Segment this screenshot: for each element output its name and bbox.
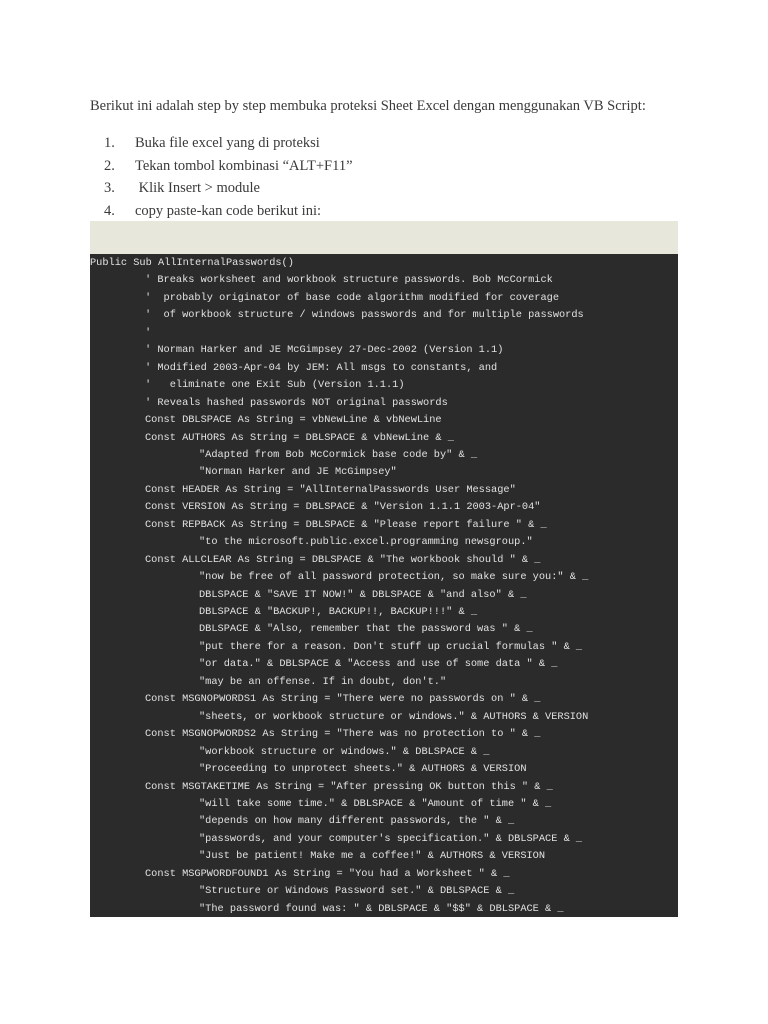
code-line: Const HEADER As String = "AllInternalPasswords User Message" — [145, 483, 516, 496]
code-line: "Proceeding to unprotect sheets." & AUTHORS & VERSION — [199, 763, 527, 776]
code-line: Const AUTHORS As String = DBLSPACE & vbNewLine & _ — [145, 431, 454, 444]
code-line: "workbook structure or windows." & DBLSPACE & _ — [199, 745, 490, 758]
code-line: DBLSPACE & "SAVE IT NOW!" & DBLSPACE & "and also" & _ — [199, 588, 527, 601]
code-line: "Just be patient! Make me a coffee!" & AUTHORS & VERSION — [199, 850, 546, 863]
code-line: "to the microsoft.public.excel.programming newsgroup." — [199, 536, 533, 549]
code-line: DBLSPACE & "BACKUP!, BACKUP!!, BACKUP!!!" & _ — [199, 606, 478, 618]
code-line: "may be an offense. If in doubt, don't." — [199, 675, 447, 688]
code-line: "The password found was: " & DBLSPACE & "$$" & DBLSPACE & _ — [199, 902, 564, 915]
step-item — [90, 132, 353, 155]
code-line: DBLSPACE & "Also, remember that the password was " & _ — [199, 623, 533, 636]
code-line: "depends on how many different passwords, the " & _ — [199, 815, 515, 828]
code-line: "will take some time." & DBLSPACE & "Amount of time " & _ — [199, 797, 552, 810]
code-line: ' of workbook structure / windows passwords and for multiple passwords — [145, 309, 584, 322]
code-line: Const VERSION As String = DBLSPACE & "Version 1.1.1 2003-Apr-04" — [145, 501, 541, 514]
step-text: Klik Insert > module — [135, 180, 260, 197]
code-line: ' Reveals hashed passwords NOT original passwords — [145, 396, 448, 409]
code-line: "Structure or Windows Password set." & DBLSPACE & _ — [199, 885, 515, 898]
step-number: 1. — [104, 135, 115, 151]
code-line: Const MSGPWORDFOUND1 As String = "You had a Worksheet " & _ — [145, 867, 510, 880]
step-number: 2. — [104, 157, 115, 174]
code-block — [90, 254, 678, 917]
code-line: Const MSGTAKETIME As String = "After pressing OK button this " & _ — [145, 780, 553, 793]
step-text: Tekan tombol kombinasi “ALT+F11” — [135, 157, 353, 174]
code-line: "put there for a reason. Don't stuff up crucial formulas " & _ — [199, 640, 583, 653]
step-number: 4. — [104, 203, 115, 220]
code-line: Const DBLSPACE As String = vbNewLine & vbNewLine — [145, 414, 442, 427]
code-line: Const REPBACK As String = DBLSPACE & "Please report failure " & _ — [145, 518, 547, 531]
steps-list — [90, 132, 353, 223]
code-line: ' eliminate one Exit Sub (Version 1.1.1) — [145, 379, 405, 392]
code-line: Public Sub AllInternalPasswords() — [90, 257, 294, 269]
code-line: "now be free of all password protection, so make sure you:" & _ — [199, 571, 589, 584]
code-line: "Adapted from Bob McCormick base code by" & _ — [199, 448, 478, 461]
code-line: Const ALLCLEAR As String = DBLSPACE & "The workbook should " & _ — [145, 553, 541, 566]
intro-paragraph: Berikut ini adalah step by step membuka proteksi Sheet Excel dengan menggunakan VB Script: — [90, 98, 646, 114]
step-item — [90, 200, 353, 223]
code-line: "or data." & DBLSPACE & "Access and use of some data " & _ — [199, 658, 558, 671]
step-number: 3. — [104, 180, 115, 197]
code-line: "passwords, and your computer's specification." & DBLSPACE & _ — [199, 832, 583, 845]
code-line: ' Breaks worksheet and workbook structure passwords. Bob McCormick — [145, 274, 553, 287]
code-block-header — [90, 221, 678, 254]
code-line: Const MSGNOPWORDS2 As String = "There was no protection to " & _ — [145, 728, 541, 741]
code-line: ' Modified 2003-Apr-04 by JEM: All msgs to constants, and — [145, 361, 498, 374]
step-text: Buka file excel yang di proteksi — [135, 135, 320, 151]
code-line: ' Norman Harker and JE McGimpsey 27-Dec-2002 (Version 1.1) — [145, 344, 504, 357]
step-item — [90, 177, 353, 200]
code-line: ' probably originator of base code algorithm modified for coverage — [145, 291, 560, 304]
step-item — [90, 155, 353, 178]
code-line: "sheets, or workbook structure or windows." & AUTHORS & VERSION — [199, 710, 589, 723]
code-line: Const MSGNOPWORDS1 As String = "There were no passwords on " & _ — [145, 693, 541, 706]
step-text: copy paste-kan code berikut ini: — [135, 203, 322, 220]
code-line: "Norman Harker and JE McGimpsey" — [199, 466, 397, 479]
code-line: ' — [145, 326, 152, 339]
